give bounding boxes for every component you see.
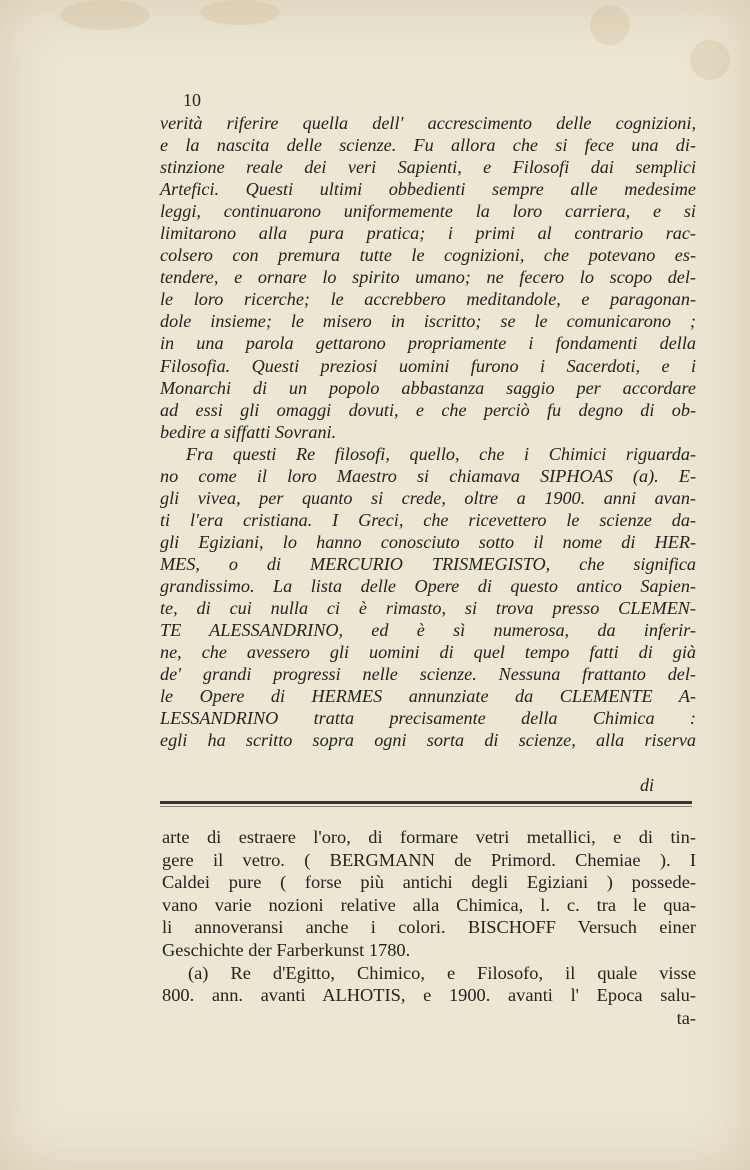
text-line: TE ALESSANDRINO, ed è sì numerosa, da inferir- bbox=[160, 620, 696, 641]
text-line: Monarchi di un popolo abbastanza saggio per accordare bbox=[160, 377, 696, 398]
text-line: MES, o di MERCURIO TRISMEGISTO, che significa bbox=[160, 553, 696, 574]
footnote-line: vano varie nozioni relative alla Chimica, l. c. tra le qua- bbox=[162, 894, 696, 915]
text-line: no come il loro Maestro si chiamava SIPHOAS (a). E- bbox=[160, 465, 696, 486]
text-line: le Opere di HERMES annunziate da CLEMENTE A- bbox=[160, 686, 696, 707]
paper-stain bbox=[590, 5, 630, 45]
page-number: 10 bbox=[183, 90, 201, 110]
text-line: egli ha scritto sopra ogni sorta di scienze, alla riserva bbox=[160, 730, 696, 751]
footnote-line: 800. ann. avanti ALHOTIS, e 1900. avanti l' Epoca salu- bbox=[162, 985, 696, 1006]
text-line: in una parola gettarono propriamente i fondamenti della bbox=[160, 333, 696, 354]
text-line: ne, che avessero gli uomini di quel tempo fatti di già bbox=[160, 642, 696, 663]
text-line: de' grandi progressi nelle scienze. Nessuna frattanto del- bbox=[160, 664, 696, 685]
text-line: stinzione reale dei veri Sapienti, e Filosofi dai semplici bbox=[160, 157, 696, 178]
footnote-divider bbox=[160, 801, 692, 804]
text-line: te, di cui nulla ci è rimasto, si trova presso CLEMEN- bbox=[160, 598, 696, 619]
footnote-line: (a) Re d'Egitto, Chimico, e Filosofo, il quale visse bbox=[188, 962, 696, 983]
footnote-divider-thin bbox=[160, 806, 692, 807]
main-text bbox=[160, 112, 696, 751]
text-line: LESSANDRINO tratta precisamente della Chimica : bbox=[160, 708, 696, 729]
footnote-line: arte di estraere l'oro, di formare vetri metallici, e di tin- bbox=[162, 827, 696, 847]
footnote-line: Geschichte der Farberkunst 1780. bbox=[162, 939, 411, 960]
footnote-line: li annoveransi anche i colori. BISCHOFF Versuch einer bbox=[162, 917, 696, 938]
paper-stain bbox=[60, 0, 150, 30]
text-line: bedire a siffatti Sovrani. bbox=[160, 421, 337, 442]
text-line: le loro ricerche; le accrebbero meditandole, e paragonan- bbox=[160, 289, 696, 310]
text-line: leggi, continuarono uniformemente la loro carriera, e si bbox=[160, 201, 696, 222]
text-line: ad essi gli omaggi dovuti, e che perciò fu degno di ob- bbox=[160, 399, 696, 420]
text-line: grandissimo. La lista delle Opere di questo antico Sapien- bbox=[160, 575, 696, 596]
footnote-line: gere il vetro. ( BERGMANN de Primord. Chemiae ). I bbox=[162, 849, 696, 870]
text-line: gli Egiziani, lo hanno conosciuto sotto il nome di HER- bbox=[160, 531, 696, 552]
paper-stain bbox=[690, 40, 730, 80]
footnote-line: Caldei pure ( forse più antichi degli Egiziani ) possede- bbox=[162, 872, 696, 893]
text-line: e la nascita delle scienze. Fu allora che si fece una di- bbox=[160, 135, 696, 156]
text-line: Fra questi Re filosofi, quello, che i Chimici riguarda- bbox=[186, 443, 696, 464]
footnotes bbox=[162, 826, 696, 1029]
catchword: di bbox=[640, 775, 655, 795]
text-line: ti l'era cristiana. I Greci, che ricevettero le scienze da- bbox=[160, 509, 696, 530]
text-line: verità riferire quella dell' accrescimento delle cognizioni, bbox=[160, 113, 696, 133]
text-line: colsero con premura tutte le cognizioni, che potevano es- bbox=[160, 245, 696, 266]
text-line: limitarono alla pura pratica; i primi al contrario rac- bbox=[160, 223, 696, 244]
text-line: Filosofia. Questi preziosi uomini furono i Sacerdoti, e i bbox=[160, 355, 696, 376]
paper-stain bbox=[200, 0, 280, 25]
footnote-catchword: ta- bbox=[676, 1007, 696, 1028]
text-line: gli vivea, per quanto si crede, oltre a 1900. anni avan- bbox=[160, 487, 696, 508]
text-line: tendere, e ornare lo spirito umano; ne fecero lo scopo del- bbox=[160, 267, 696, 288]
text-line: dole insieme; le misero in iscritto; se le comunicarono ; bbox=[160, 311, 696, 332]
text-line: Artefici. Questi ultimi obbedienti sempre alle medesime bbox=[160, 179, 696, 200]
